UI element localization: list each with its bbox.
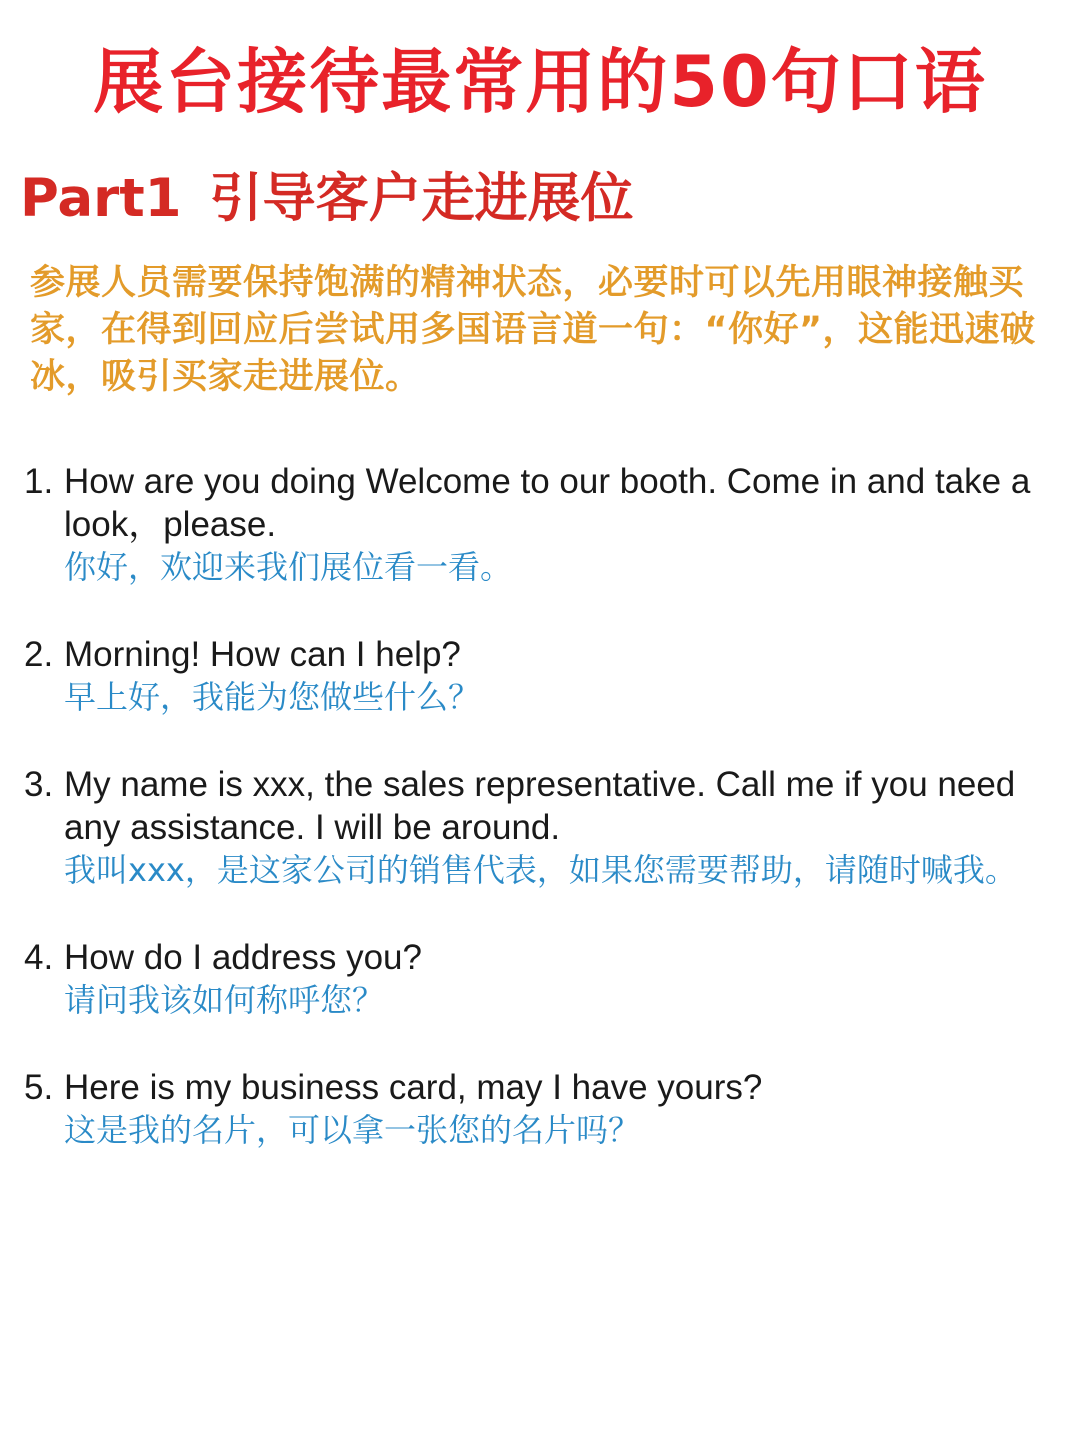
- phrase-english-row: [24, 936, 1054, 979]
- phrase-chinese: 请问我该如何称呼您？: [64, 981, 385, 1019]
- phrase-chinese: 我叫xxx，是这家公司的销售代表，如果您需要帮助，请随时喊我。: [64, 851, 1017, 889]
- phrase-english: Morning! How can I help?: [64, 635, 461, 674]
- phrase-english-row: [24, 763, 1054, 849]
- phrase-item: [24, 1066, 1054, 1152]
- section-heading: [20, 164, 634, 234]
- phrase-english: Here is my business card, may I have yours?: [64, 1068, 763, 1107]
- phrase-item: [24, 936, 1054, 1022]
- phrase-item: [24, 460, 1054, 589]
- phrase-item: [24, 633, 1054, 719]
- section-title-text: 引导客户走进展位: [209, 168, 634, 229]
- phrase-english: How are you doing Welcome to our booth. Come in and take a look，please.: [64, 462, 1031, 544]
- phrase-number: 4.: [24, 938, 54, 977]
- phrase-list: [24, 460, 1054, 1196]
- phrase-chinese: 这是我的名片，可以拿一张您的名片吗？: [64, 1111, 641, 1149]
- section-part-label: Part1: [20, 168, 182, 229]
- phrase-english: How do I address you?: [64, 938, 422, 977]
- phrase-number: 2.: [24, 635, 54, 674]
- page-title: 展台接待最常用的50句口语: [93, 41, 987, 123]
- intro-paragraph: 参展人员需要保持饱满的精神状态，必要时可以先用眼神接触买家，在得到回应后尝试用多国语言道一句：“你好”，这能迅速破冰，吸引买家走进展位。: [30, 263, 1036, 397]
- phrase-chinese: 早上好，我能为您做些什么？: [64, 678, 481, 716]
- phrase-number: 3.: [24, 765, 54, 804]
- phrase-number: 1.: [24, 462, 54, 501]
- phrase-english-row: [24, 460, 1054, 546]
- phrase-english: My name is xxx, the sales representative. Call me if you need any assistance. I will be around.: [64, 765, 1016, 847]
- phrase-number: 5.: [24, 1068, 54, 1107]
- phrase-chinese: 你好，欢迎来我们展位看一看。: [64, 548, 513, 586]
- phrase-english-row: [24, 633, 1054, 676]
- phrase-english-row: [24, 1066, 1054, 1109]
- phrase-item: [24, 763, 1054, 892]
